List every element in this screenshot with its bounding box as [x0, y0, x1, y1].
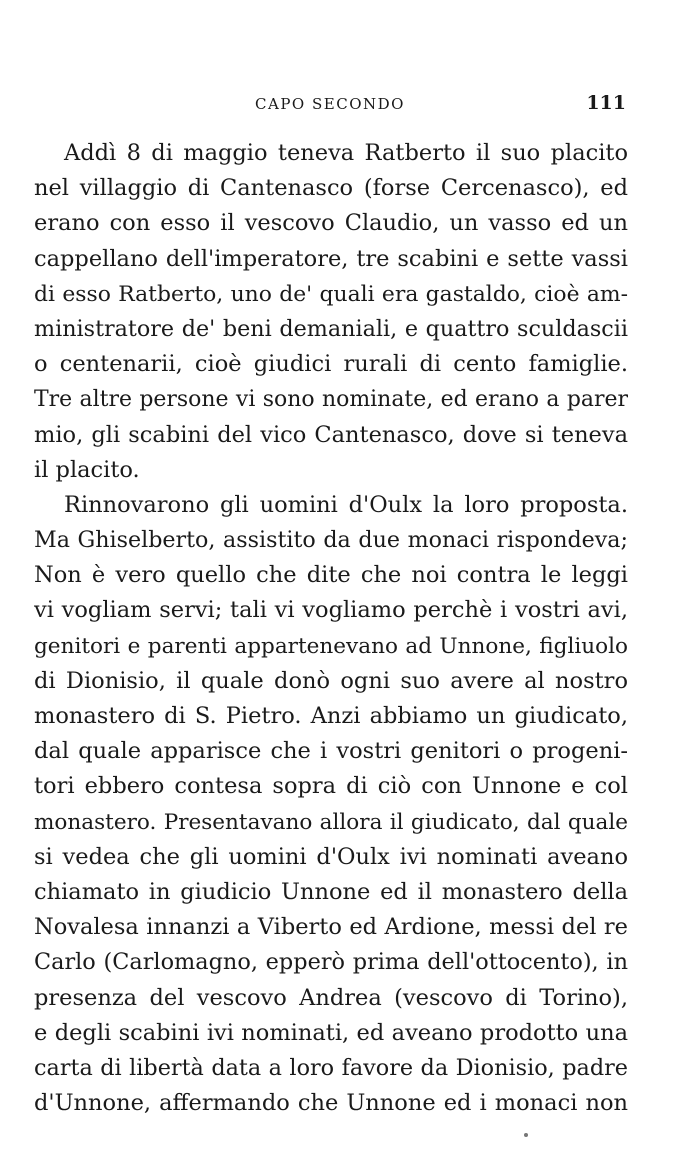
text-line: ministratore de' beni demaniali, e quattro sculdascii: [34, 315, 628, 342]
body-text: [34, 136, 628, 1121]
text-line: erano con esso il vescovo Claudio, un vasso ed un: [34, 210, 628, 237]
text-line: Tre altre persone vi sono nominate, ed erano a parer: [34, 387, 628, 413]
text-line: genitori e parenti appartenevano ad Unnone, figliuolo: [34, 633, 628, 659]
text-line: si vedea che gli uomini d'Oulx ivi nominati aveano: [34, 843, 628, 870]
text-line: Non è vero quello che dite che noi contra le leggi: [34, 562, 628, 589]
text-line: tori ebbero contesa sopra di ciò con Unnone e col: [34, 773, 628, 800]
text-line: Ma Ghiselberto, assistito da due monaci rispondeva;: [34, 527, 628, 554]
running-head: CAPO SECONDO: [255, 95, 405, 113]
text-line: di Dionisio, il quale donò ogni suo avere al nostro: [34, 667, 628, 694]
text-line: vi vogliam servi; tali vi vogliamo perchè i vostri avi,: [34, 597, 628, 624]
text-line: dal quale apparisce che i vostri genitori o progeni-: [34, 738, 628, 765]
text-line: Carlo (Carlomagno, epperò prima dell'ottocento), in: [34, 949, 628, 976]
text-line: e degli scabini ivi nominati, ed aveano prodotto una: [34, 1019, 628, 1046]
ink-speck: [524, 1133, 528, 1137]
text-line: presenza del vescovo Andrea (vescovo di Torino),: [34, 984, 628, 1011]
text-line: d'Unnone, affermando che Unnone ed i monaci non: [34, 1090, 628, 1117]
text-line: Novalesa innanzi a Viberto ed Ardione, messi del re: [34, 914, 628, 941]
text-line: nel villaggio di Cantenasco (forse Cercenasco), ed: [34, 175, 628, 202]
page-header: [34, 92, 626, 116]
text-line: monastero. Presentavano allora il giudicato, dal quale: [34, 809, 628, 835]
text-line: Addì 8 di maggio teneva Ratberto il suo placito: [64, 140, 628, 166]
text-line: mio, gli scabini del vico Cantenasco, dove si teneva: [34, 421, 628, 448]
text-line: carta di libertà data a loro favore da Dionisio, padre: [34, 1054, 628, 1081]
text-line: di esso Ratberto, uno de' quali era gastaldo, cioè am-: [34, 281, 628, 307]
text-line: monastero di S. Pietro. Anzi abbiamo un giudicato,: [34, 703, 628, 729]
text-line: Rinnovarono gli uomini d'Oulx la loro proposta.: [64, 491, 628, 518]
page-number: 111: [586, 92, 626, 114]
text-line: cappellano dell'imperatore, tre scabini e sette vassi: [34, 245, 628, 272]
text-line: il placito.: [34, 456, 140, 483]
text-line: chiamato in giudicio Unnone ed il monastero della: [34, 878, 628, 905]
text-line: o centenarii, cioè giudici rurali di cento famiglie.: [34, 351, 628, 378]
